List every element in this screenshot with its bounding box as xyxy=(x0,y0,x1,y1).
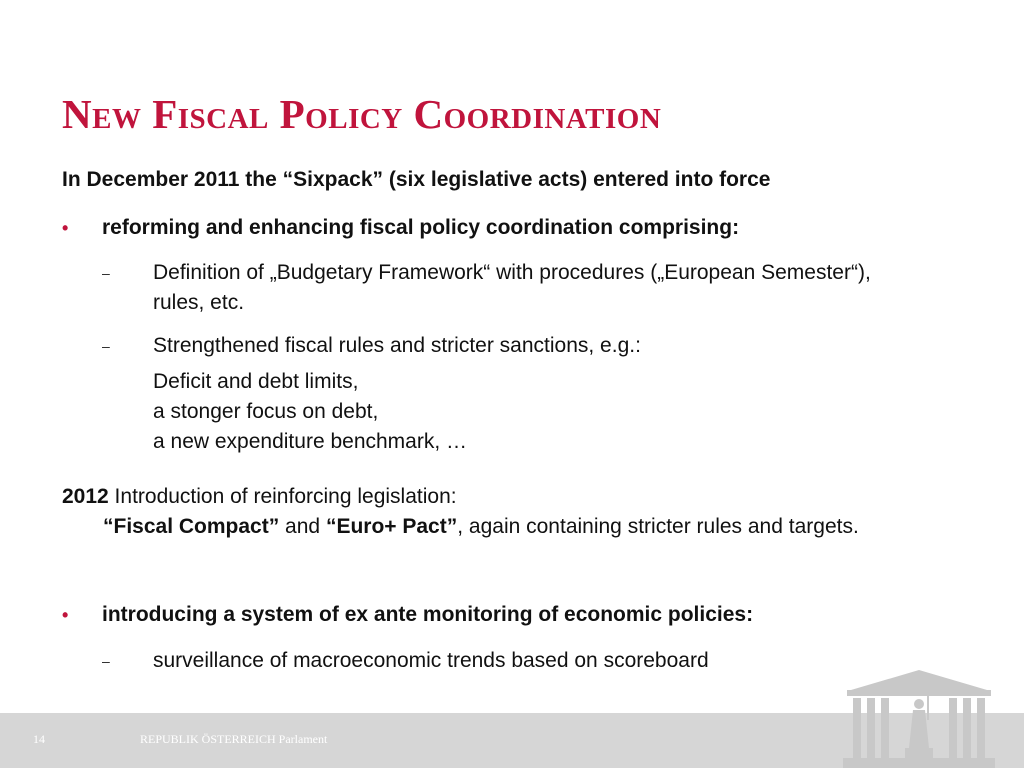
parliament-building-icon xyxy=(843,668,995,768)
and-text: and xyxy=(279,515,326,538)
brand-text: REPUBLIK ÖSTERREICH Parlament xyxy=(140,732,328,746)
dash-marker: – xyxy=(102,653,110,669)
example-line: a new expenditure benchmark, … xyxy=(153,430,468,453)
year-label: 2012 xyxy=(62,485,109,508)
year-2012-details xyxy=(103,512,963,542)
year-2012-line xyxy=(62,482,457,512)
year-text: Introduction of reinforcing legislation: xyxy=(108,485,457,508)
sub-item-text: Definition of „Budgetary Framework“ with procedures („European Semester“), rules, etc. xyxy=(153,261,871,314)
dash-marker: – xyxy=(102,265,110,281)
example-line: Deficit and debt limits, xyxy=(153,370,359,393)
details-rest: , again containing stricter rules and targets. xyxy=(457,515,859,538)
sub-item-text: surveillance of macroeconomic trends based on scoreboard xyxy=(153,649,709,672)
bullet-marker: • xyxy=(62,218,69,238)
fiscal-compact-label: “Fiscal Compact” xyxy=(103,515,280,538)
intro-text: In December 2011 the “Sixpack” (six legislative acts) entered into force xyxy=(62,168,771,191)
bullet-text: reforming and enhancing fiscal policy coordination comprising: xyxy=(102,216,740,239)
page-number: 14 xyxy=(33,732,45,746)
dash-marker: – xyxy=(102,338,110,354)
example-line: a stonger focus on debt, xyxy=(153,400,379,423)
bullet-marker: • xyxy=(62,605,69,625)
euro-pact-label: “Euro+ Pact” xyxy=(325,515,458,538)
bullet-text: introducing a system of ex ante monitoring of economic policies: xyxy=(102,603,754,626)
slide-title: New Fiscal Policy Coordination xyxy=(62,91,662,137)
sub-item-text: Strengthened fiscal rules and stricter sanctions, e.g.: xyxy=(153,334,641,357)
